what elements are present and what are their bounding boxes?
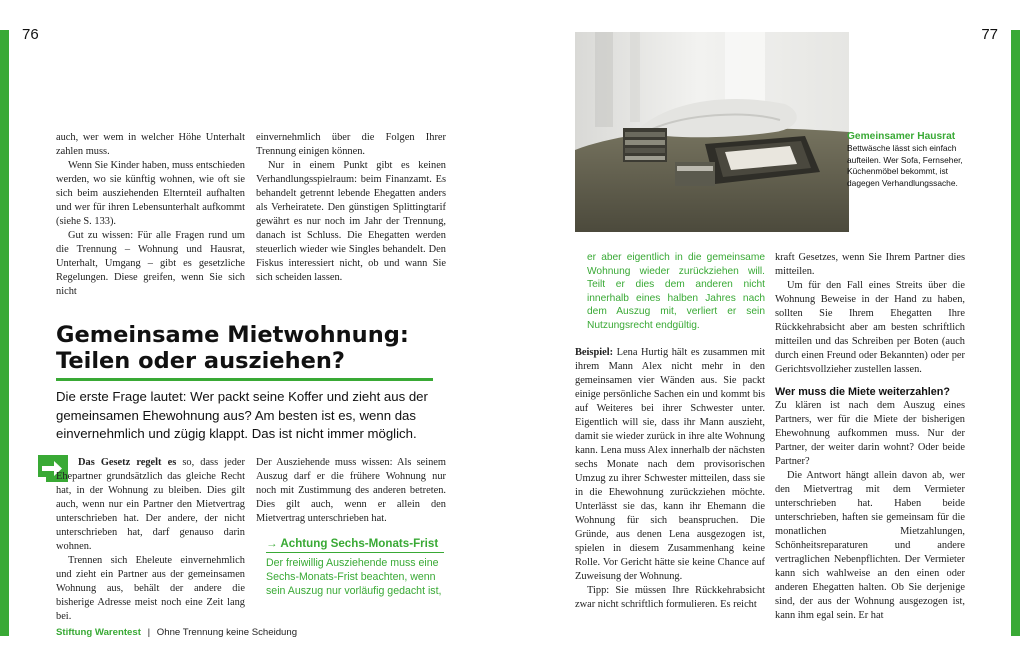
footer-separator: | [147, 627, 151, 638]
arrow-right-icon: → [266, 537, 278, 550]
subheading: Wer muss die Miete weiterzahlen? [775, 386, 951, 398]
achtung-continuation: er aber eigentlich in die gemeinsame Wohnung wieder zurückziehen will. Teilt er dies dem anderen nicht innerhalb eines halben Jahres nach dem Auszug mit, verliert er sein Nutzungsrecht endgültig. [587, 252, 765, 331]
paragraph: Das Gesetz regelt es so, dass jeder Ehepartner grundsätzlich das gleiche Recht hat, in der Wohnung zu bleiben. Dies gilt auch, wenn nur ein Partner den Mietvertrag unterschrieben hat. Der andere, der nicht unterschrieben hat, darf genauso darin wohnen. [56, 457, 245, 552]
paragraph: auch, wer wem in welcher Höhe Unterhalt zahlen muss. [56, 132, 245, 157]
paragraph: Der Ausziehende muss wissen: Als seinem Auszug darf er die frühere Wohnung nur noch mit Zustimmung des anderen betreten. Dies gilt auch, wenn er allein den Mietvertrag unterschrieben hat. [256, 457, 446, 524]
paragraph: Nur in einem Punkt gibt es keinen Verhandlungsspielraum: beim Finanzamt. Es behandelt getrennt lebende Ehegatten anders als Verheiratete. Den günstigen Splittingtarif gewährt es nur noch im Jahr der Trennung, danach ist Schluss. Die Ehegatten werden steuerlich wieder wie Singles behandelt. Den Fiskus interessiert nicht, ob und wann Sie sich scheiden lassen. [256, 160, 446, 283]
paragraph: Beispiel: Lena Hurtig hält es zusammen mit ihrem Mann Alex nicht mehr in den gemeinsamen vier Wänden aus. Sie packt einige persönliche Sachen ein und kommt bis auf Weiteres bei ihrer Schwester unter. Eigentlich will sie, dass ihr Mann auszieht, damit sie wieder zurück in ihre alte Wohnung kann. Lena muss Alex innerhalb der nächsten sechs Monate nach dem provisorischen Umzug zu ihrer Schwester mitteilen, dass sie in die Ehewohnung zurückziehen möchte. Unterlässt sie das, kann ihr Ehemann die Wohnung für sich beanspruchen. Die Gründe, aus denen Lena ausgezogen ist, spielen in diesem Zusammenhang keine Rolle. Vor Gericht hätte sie keine Chance auf Zuweisung der Wohnung. [575, 346, 765, 582]
caption-title: Gemeinsamer Hausrat [847, 131, 956, 142]
paragraph: Wenn Sie Kinder haben, muss entschieden werden, wo sie künftig wohnen, wie oft sie sich beim ausziehenden Elternteil aufhalten und wer für ihren Lebensunterhalt aufkommt (siehe S. 133). [56, 160, 245, 227]
right-column-2 [775, 251, 965, 623]
photo-caption [847, 130, 972, 189]
caption-text: Bettwäsche lässt sich einfach aufteilen. Wer Sofa, Fernseher, Küchenmöbel bekommt, ist dagegen Verhandlungssache. [847, 143, 963, 188]
paragraph: Die Antwort hängt allein davon ab, wer den Mietvertrag mit dem Vermieter unterschrieben hat. Haben beide unterschrieben, haften sie gemeinsam für die monatlichen Mietzahlungen, Schönheitsreparaturen und andere vertraglichen Nebenpflichten. Der Vermieter kann sich wahlweise an den einen oder anderen Ehegatten halten. Ob Sie derjenige sind, der aus der Wohnung ausgezogen ist, kann ihm egal sein. Er hat [775, 470, 965, 621]
paragraph: kraft Gesetzes, wenn Sie Ihrem Partner dies mitteilen. [775, 252, 965, 277]
paragraph: Trennen sich Eheleute einvernehmlich und zieht ein Partner aus der gemeinsamen Wohnung aus, behält der andere die bisherige Adresse meist noch eine Zeit lang bei. [56, 555, 245, 622]
achtung-heading: → Achtung Sechs-Monats-Frist [266, 537, 439, 550]
footer-title: Ohne Trennung keine Scheidung [156, 627, 298, 638]
achtung-box [256, 536, 446, 598]
bedroom-suitcase-photo [575, 32, 849, 232]
left-top-column-2 [256, 131, 446, 285]
paragraph: Zu klären ist nach dem Auszug eines Partners, wer für die Miete der bisherigen Ehewohnung aufkommen muss. Nur der Partner, der weiter darin wohnt? Oder beide Partner? [775, 400, 965, 467]
footer-brand: Stiftung Warentest [56, 627, 141, 638]
right-column-1 [575, 251, 765, 612]
footer [56, 627, 297, 638]
left-top-column-1 [56, 131, 245, 299]
lead-paragraph: Die erste Frage lautet: Wer packt seine Koffer und zieht aus der gemeinsamen Ehewohnung aus? Am besten ist es, wenn das einvernehmlich und zügig klappt. Das ist nicht immer möglich. [56, 389, 428, 441]
left-margin-bar [0, 30, 9, 636]
achtung-rule [266, 552, 444, 553]
section-heading: Gemeinsame Mietwohnung: Teilen oder ausziehen? [56, 322, 409, 374]
right-margin-bar [1011, 30, 1020, 636]
left-bottom-column-1 [56, 456, 245, 624]
achtung-text: Der freiwillig Ausziehende muss eine Sechs-Monats-Frist beachten, wenn sein Auszug nur vorläufig gedacht ist, [266, 557, 442, 597]
bold-lead-in: Das Gesetz regelt es [78, 457, 177, 468]
page-number-left: 76 [22, 26, 39, 43]
page-number-right: 77 [981, 26, 998, 43]
paragraph: Gut zu wissen: Für alle Fragen rund um die Trennung – Wohnung und Hausrat, Unterhalt, Umgang – gibt es gesetzliche Regelungen. Diese greifen, wenn Sie sich nicht [56, 230, 245, 297]
beispiel-label: Beispiel: [575, 346, 614, 358]
heading-underline [56, 378, 433, 381]
paragraph: einvernehmlich über die Folgen Ihrer Trennung einigen können. [256, 132, 446, 157]
paragraph: Tipp: Sie müssen Ihre Rückkehrabsicht zwar nicht schriftlich formulieren. Es reicht [575, 584, 765, 610]
paragraph: Um für den Fall eines Streits über die Wohnung Beweise in der Hand zu haben, sollten Sie Ihrem Ehegatten Ihre Rückkehrabsicht aber am besten schriftlich mitteilen und das Schreiben per Boten (auch durch einen Freund oder Bekannten) oder per Gerichtsvollzieher zustellen lassen. [775, 280, 965, 375]
left-bottom-column-2 [256, 456, 446, 598]
